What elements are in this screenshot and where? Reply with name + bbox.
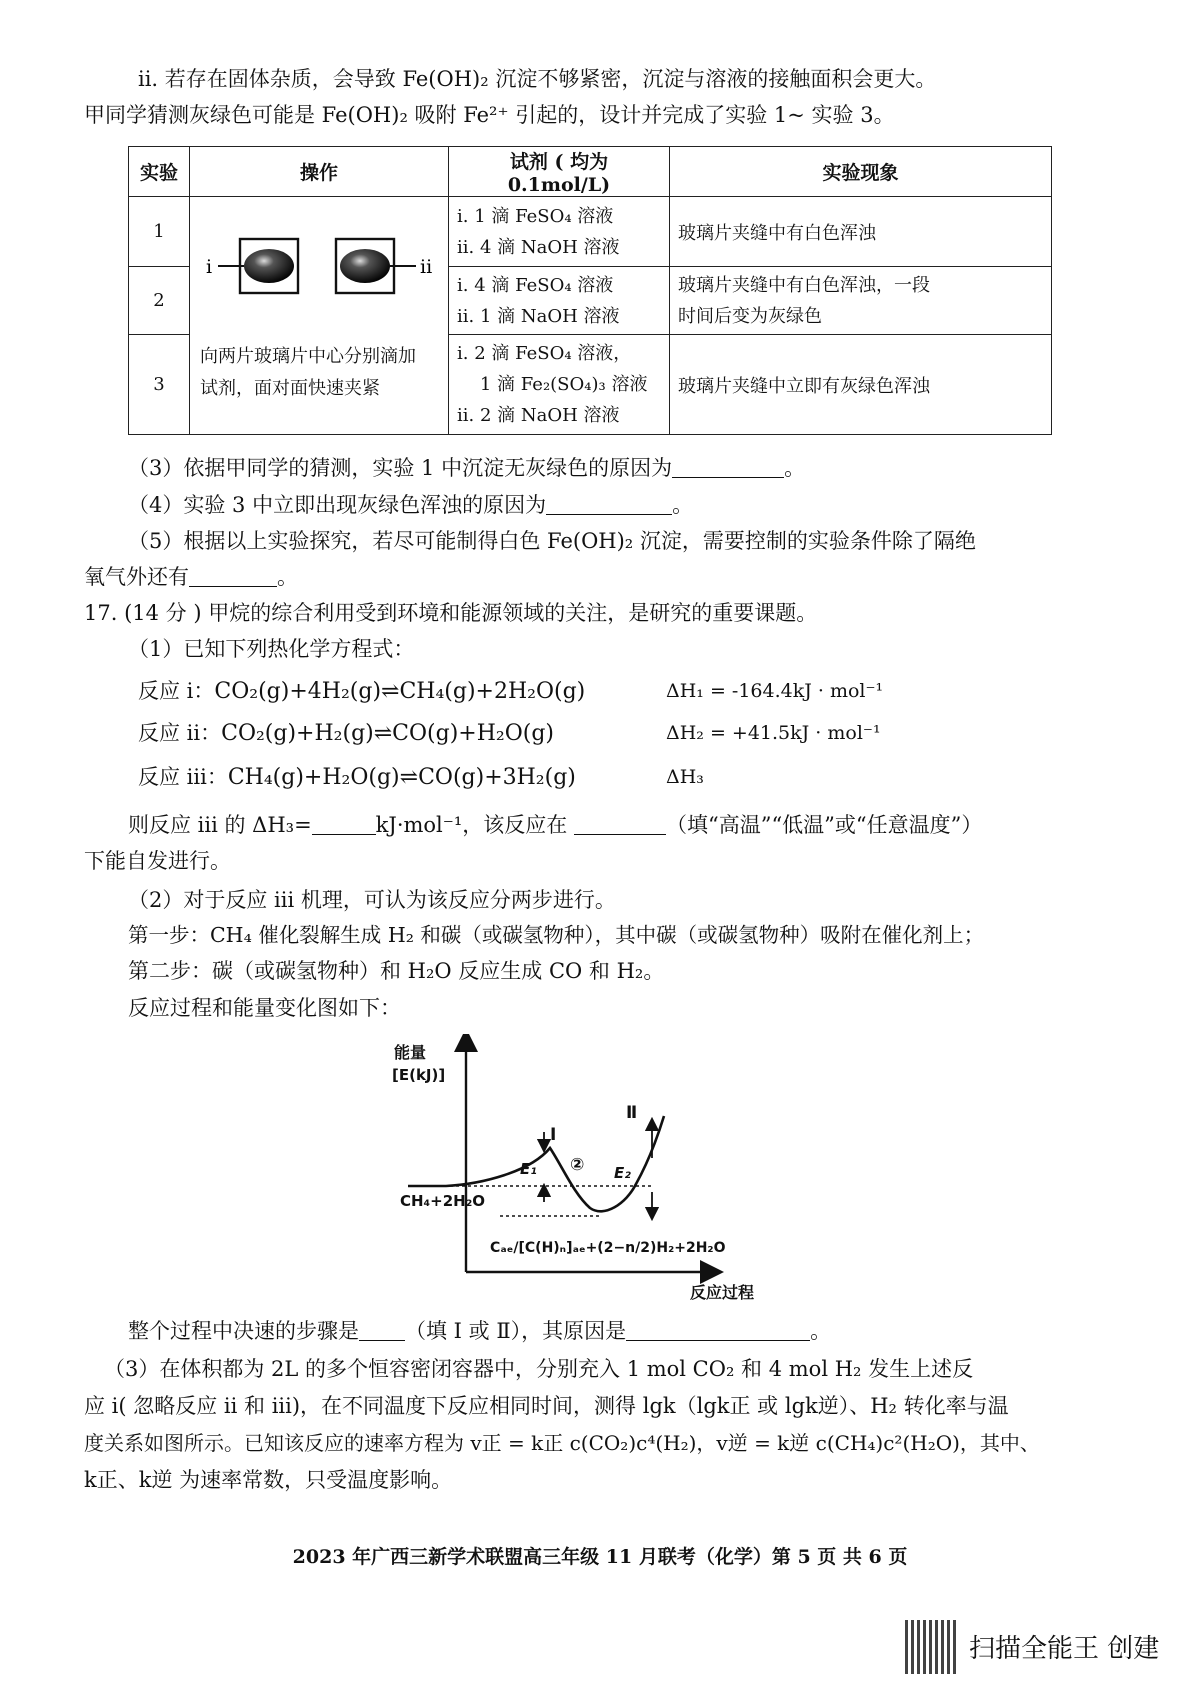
reagent-line: ii. 1 滴 NaOH 溶液 [457,305,620,327]
scanner-watermark [905,1620,1165,1676]
peak-II-label: Ⅱ [626,1103,638,1123]
drop-ii [340,249,390,283]
reaction-i [138,676,585,707]
table-header-row [129,147,1052,197]
rate-text: 整个过程中决速的步骤是 [128,1319,359,1343]
end-mark: 。 [277,565,298,589]
answer-blank[interactable] [359,1320,405,1341]
q17-then-line-2: 下能自发进行。 [84,849,231,873]
operation-cell [190,197,449,435]
header-reagent: 试剂 ( 均为 0.1mol/L) [449,147,670,197]
reagent-line: i. 2 滴 FeSO₄ 溶液， [457,343,632,364]
reagent-line: 1 滴 Fe₂(SO₄)₃ 溶液 [457,374,648,395]
qr-code-icon [905,1620,959,1674]
reaction-equation: CH₄(g)+H₂O(g)⇌CO(g)+3H₂(g) [227,765,576,790]
label-ii: ii [420,256,433,278]
question-5-line-1: （5）根据以上实验探究，若尽可能制得白色 Fe(OH)₂ 沉淀，需要控制的实验条件除了隔绝 [128,529,976,553]
y-axis-unit: [E(kJ)] [392,1066,446,1084]
peak-I-label: Ⅰ [550,1125,557,1145]
header-phenomenon: 实验现象 [670,147,1052,197]
y-axis-label: 能量 [394,1043,427,1062]
phenomenon-line: 玻璃片夹缝中有白色浑浊 [678,222,876,244]
experiment-table [128,146,1052,435]
question-17-head: 17. (14 分 ) 甲烷的综合利用受到环境和能源领域的关注，是研究的重要课题。 [84,601,818,625]
phenomenon-line: 玻璃片夹缝中立即有灰绿色浑浊 [678,375,930,397]
reaction-i-enthalpy: ΔH₁ = -164.4kJ · mol⁻¹ [666,680,884,702]
question-3-text: （3）依据甲同学的猜测，实验 1 中沉淀无灰绿色的原因为 [128,456,673,480]
reagent-line: i. 1 滴 FeSO₄ 溶液 [457,205,614,227]
question-5-line-2 [84,562,298,592]
q17-part-2: （2）对于反应 iii 机理，可认为该反应分两步进行。 [128,888,616,912]
reaction-ii [138,718,554,749]
q17-then-line [128,810,982,840]
end-mark: 。 [672,493,694,517]
question-4-text: （4）实验 3 中立即出现灰绿色浑浊的原因为 [128,493,547,517]
then-text: 则反应 iii 的 ΔH₃= [128,813,312,837]
intermediate-label: Cₐₑ/[C(H)ₙ]ₐₑ+(2−n/2)H₂+2H₂O [490,1240,726,1256]
phenomenon-line: 玻璃片夹缝中有白色浑浊，一段 [678,274,930,296]
reactant-label: CH₄+2H₂O [400,1192,486,1210]
reagent-cell [449,267,670,335]
step-2-marker: ② [570,1155,585,1175]
end-mark: 。 [810,1319,832,1343]
question-3 [128,453,805,483]
reagent-cell [449,335,670,435]
E2-label: E₂ [614,1164,631,1182]
phenomenon-cell [670,267,1052,335]
reaction-label: 反应 iii： [138,765,228,789]
watermark-text: 扫描全能王 创建 [969,1634,1160,1664]
operation-text-line-1: 向两片玻璃片中心分别滴加 [200,346,416,367]
graph-intro: 反应过程和能量变化图如下： [128,996,401,1020]
q17-part-3-line-3: 度关系如图所示。已知该反应的速率方程为 v正 = k正 c(CO₂)c⁴(H₂)，v逆 = k逆 c(CH₄)c²(H₂O)，其中、 [84,1431,1040,1455]
reaction-iii-enthalpy: ΔH₃ [666,766,704,788]
answer-blank[interactable] [189,566,277,587]
row-number: 2 [129,267,190,335]
reagent-line: ii. 2 滴 NaOH 溶液 [457,405,620,426]
row-number: 1 [129,197,190,267]
end-mark: 。 [784,456,806,480]
drop-i [244,249,294,283]
x-axis-label: 反应过程 [690,1283,755,1302]
q17-part-3-line-2: 应 i( 忽略反应 ii 和 iii)，在不同温度下反应相同时间，测得 lgk（lgk正 或 lgk逆）、H₂ 转化率与温 [84,1394,1009,1418]
mechanism-step-2: 第二步：碳（或碳氢物种）和 H₂O 反应生成 CO 和 H₂。 [128,959,665,983]
answer-blank[interactable] [546,494,672,515]
answer-blank[interactable] [574,814,666,835]
line-ii: ii. 若存在固体杂质，会导致 Fe(OH)₂ 沉淀不够紧密，沉淀与溶液的接触面积会更大。 [138,67,937,91]
reaction-label: 反应 ii： [138,721,222,745]
reaction-equation: CO₂(g)+H₂(g)⇌CO(g)+H₂O(g) [221,721,555,746]
then-text: （填“高温”“低温”或“任意温度”） [665,813,983,837]
reagent-line: i. 4 滴 FeSO₄ 溶液 [457,274,614,296]
q17-part-3-line-4: k正、k逆 为速率常数，只受温度影响。 [84,1468,453,1492]
question-4 [128,490,693,520]
page-footer: 2023 年广西三新学术联盟高三年级 11 月联考（化学）第 5 页 共 6 页 [292,1546,908,1568]
answer-blank[interactable] [312,814,376,835]
rate-text: （填 Ⅰ 或 Ⅱ），其原因是 [405,1319,627,1343]
header-operation: 操作 [190,147,449,197]
q17-part-1: （1）已知下列热化学方程式： [128,637,415,661]
phenomenon-cell [670,335,1052,435]
q17-part-3-line-1: （3）在体积都为 2L 的多个恒容密闭容器中，分别充入 1 mol CO₂ 和 4 mol H₂ 发生上述反 [104,1357,974,1381]
reagent-line: ii. 4 滴 NaOH 溶液 [457,236,620,258]
reagent-cell [449,197,670,267]
operation-text-line-2: 试剂，面对面快速夹紧 [200,378,380,399]
label-i: i [206,256,213,278]
question-5-text: 氧气外还有 [84,565,189,589]
answer-blank[interactable] [626,1320,810,1341]
reaction-iii [138,762,576,793]
operation-text [200,341,416,405]
table-row [129,197,1052,267]
glass-slides-illustration [190,217,448,347]
reaction-equation: CO₂(g)+4H₂(g)⇌CH₄(g)+2H₂O(g) [214,679,586,704]
energy-diagram [390,1034,800,1304]
header-experiment: 实验 [129,147,190,197]
reaction-label: 反应 i： [138,679,215,703]
E1-label: E₁ [520,1160,537,1178]
mechanism-step-1: 第一步：CH₄ 催化裂解生成 H₂ 和碳（或碳氢物种），其中碳（或碳氢物种）吸附在催化剂上； [128,923,985,947]
row-number: 3 [129,335,190,435]
answer-blank[interactable] [672,457,784,478]
phenomenon-line: 时间后变为灰绿色 [678,305,822,327]
then-text: kJ·mol⁻¹，该反应在 [375,813,568,837]
line-guess: 甲同学猜测灰绿色可能是 Fe(OH)₂ 吸附 Fe²⁺ 引起的，设计并完成了实验 1~ 实验 3。 [84,103,895,127]
phenomenon-cell [670,197,1052,267]
reaction-ii-enthalpy: ΔH₂ = +41.5kJ · mol⁻¹ [666,722,881,744]
q17-rate-step [128,1316,831,1346]
